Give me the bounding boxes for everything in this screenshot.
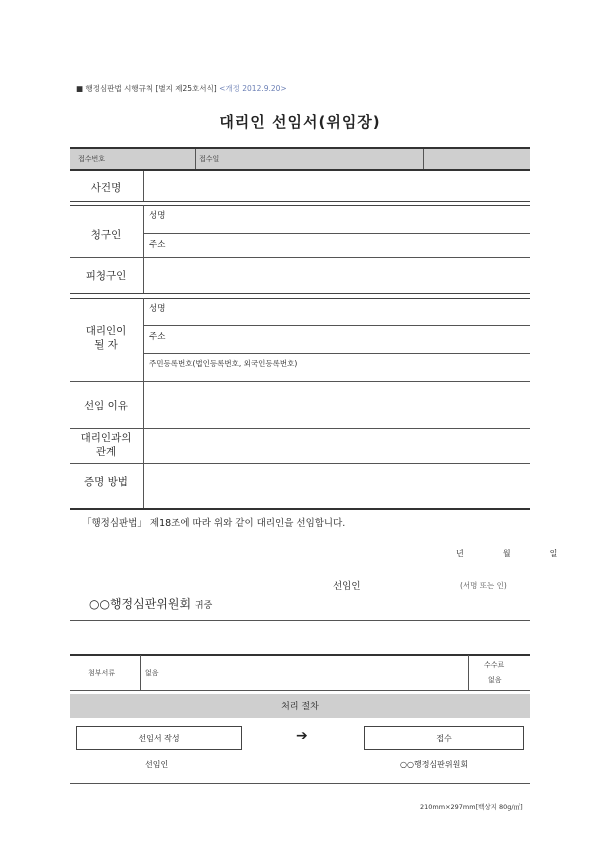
addressee <box>89 595 212 612</box>
signature-note: (서명 또는 인) <box>460 581 507 590</box>
fee-label: 수수료 <box>484 661 505 669</box>
month-label: 월 <box>502 549 511 558</box>
claimant-name-label: 성명 <box>149 211 166 221</box>
receipt-bar <box>70 149 530 169</box>
paper-size: 210mm×297mm[백상지 80g/㎡] <box>420 803 523 811</box>
agent-label-line1: 대리인이 <box>85 325 127 337</box>
claimant-address-label: 주소 <box>149 240 166 250</box>
process-actor-appointer: 선임인 <box>145 760 169 769</box>
attachment-value: 없음 <box>145 669 159 677</box>
agent-name-label: 성명 <box>149 304 166 314</box>
agent-id-label: 주민등록번호(법인등록번호, 외국인등록번호) <box>149 359 298 368</box>
addressee-suffix: 귀중 <box>194 601 213 611</box>
process-step-write: 선임서 작성 <box>76 726 242 750</box>
agent-address-label: 주소 <box>149 332 166 342</box>
relation-label-line2: 관계 <box>95 446 117 458</box>
revision-date: <개정 2012.9.20> <box>219 84 287 93</box>
year-label: 년 <box>456 549 464 558</box>
agent-label-line2: 될 자 <box>94 339 118 351</box>
proof-label: 증명 방법 <box>84 476 128 488</box>
day-label: 일 <box>549 549 558 558</box>
case-name-label: 사건명 <box>90 182 122 194</box>
statement: 「행정심판법」 제18조에 따라 위와 같이 대리인을 선임합니다. <box>82 518 346 529</box>
receipt-number-label: 접수번호 <box>78 155 106 163</box>
process-step-receive: 접수 <box>364 726 524 750</box>
process-title: 처리 절차 <box>281 702 319 712</box>
receipt-date-label: 접수일 <box>199 155 220 163</box>
process-actor-committee: ○○행정심판위원회 <box>400 760 469 769</box>
committee-name: ○○행정심판위원회 <box>89 597 192 611</box>
page-title: 대리인 선임서(위임장) <box>219 113 381 131</box>
respondent-label: 피청구인 <box>85 270 127 282</box>
date-line <box>456 548 557 559</box>
form-reference-text: ■ 행정심판법 시행규칙 [별지 제25호서식] <box>76 84 217 93</box>
relation-label-line1: 대리인과의 <box>80 432 132 444</box>
arrow-icon: ➔ <box>296 728 308 744</box>
form-reference <box>76 83 287 94</box>
reason-label: 선임 이유 <box>84 400 128 412</box>
fee-value: 없음 <box>488 676 502 684</box>
attachment-label: 첨부서류 <box>88 669 116 677</box>
appointer-label: 선임인 <box>333 581 361 592</box>
claimant-label: 청구인 <box>90 229 122 241</box>
